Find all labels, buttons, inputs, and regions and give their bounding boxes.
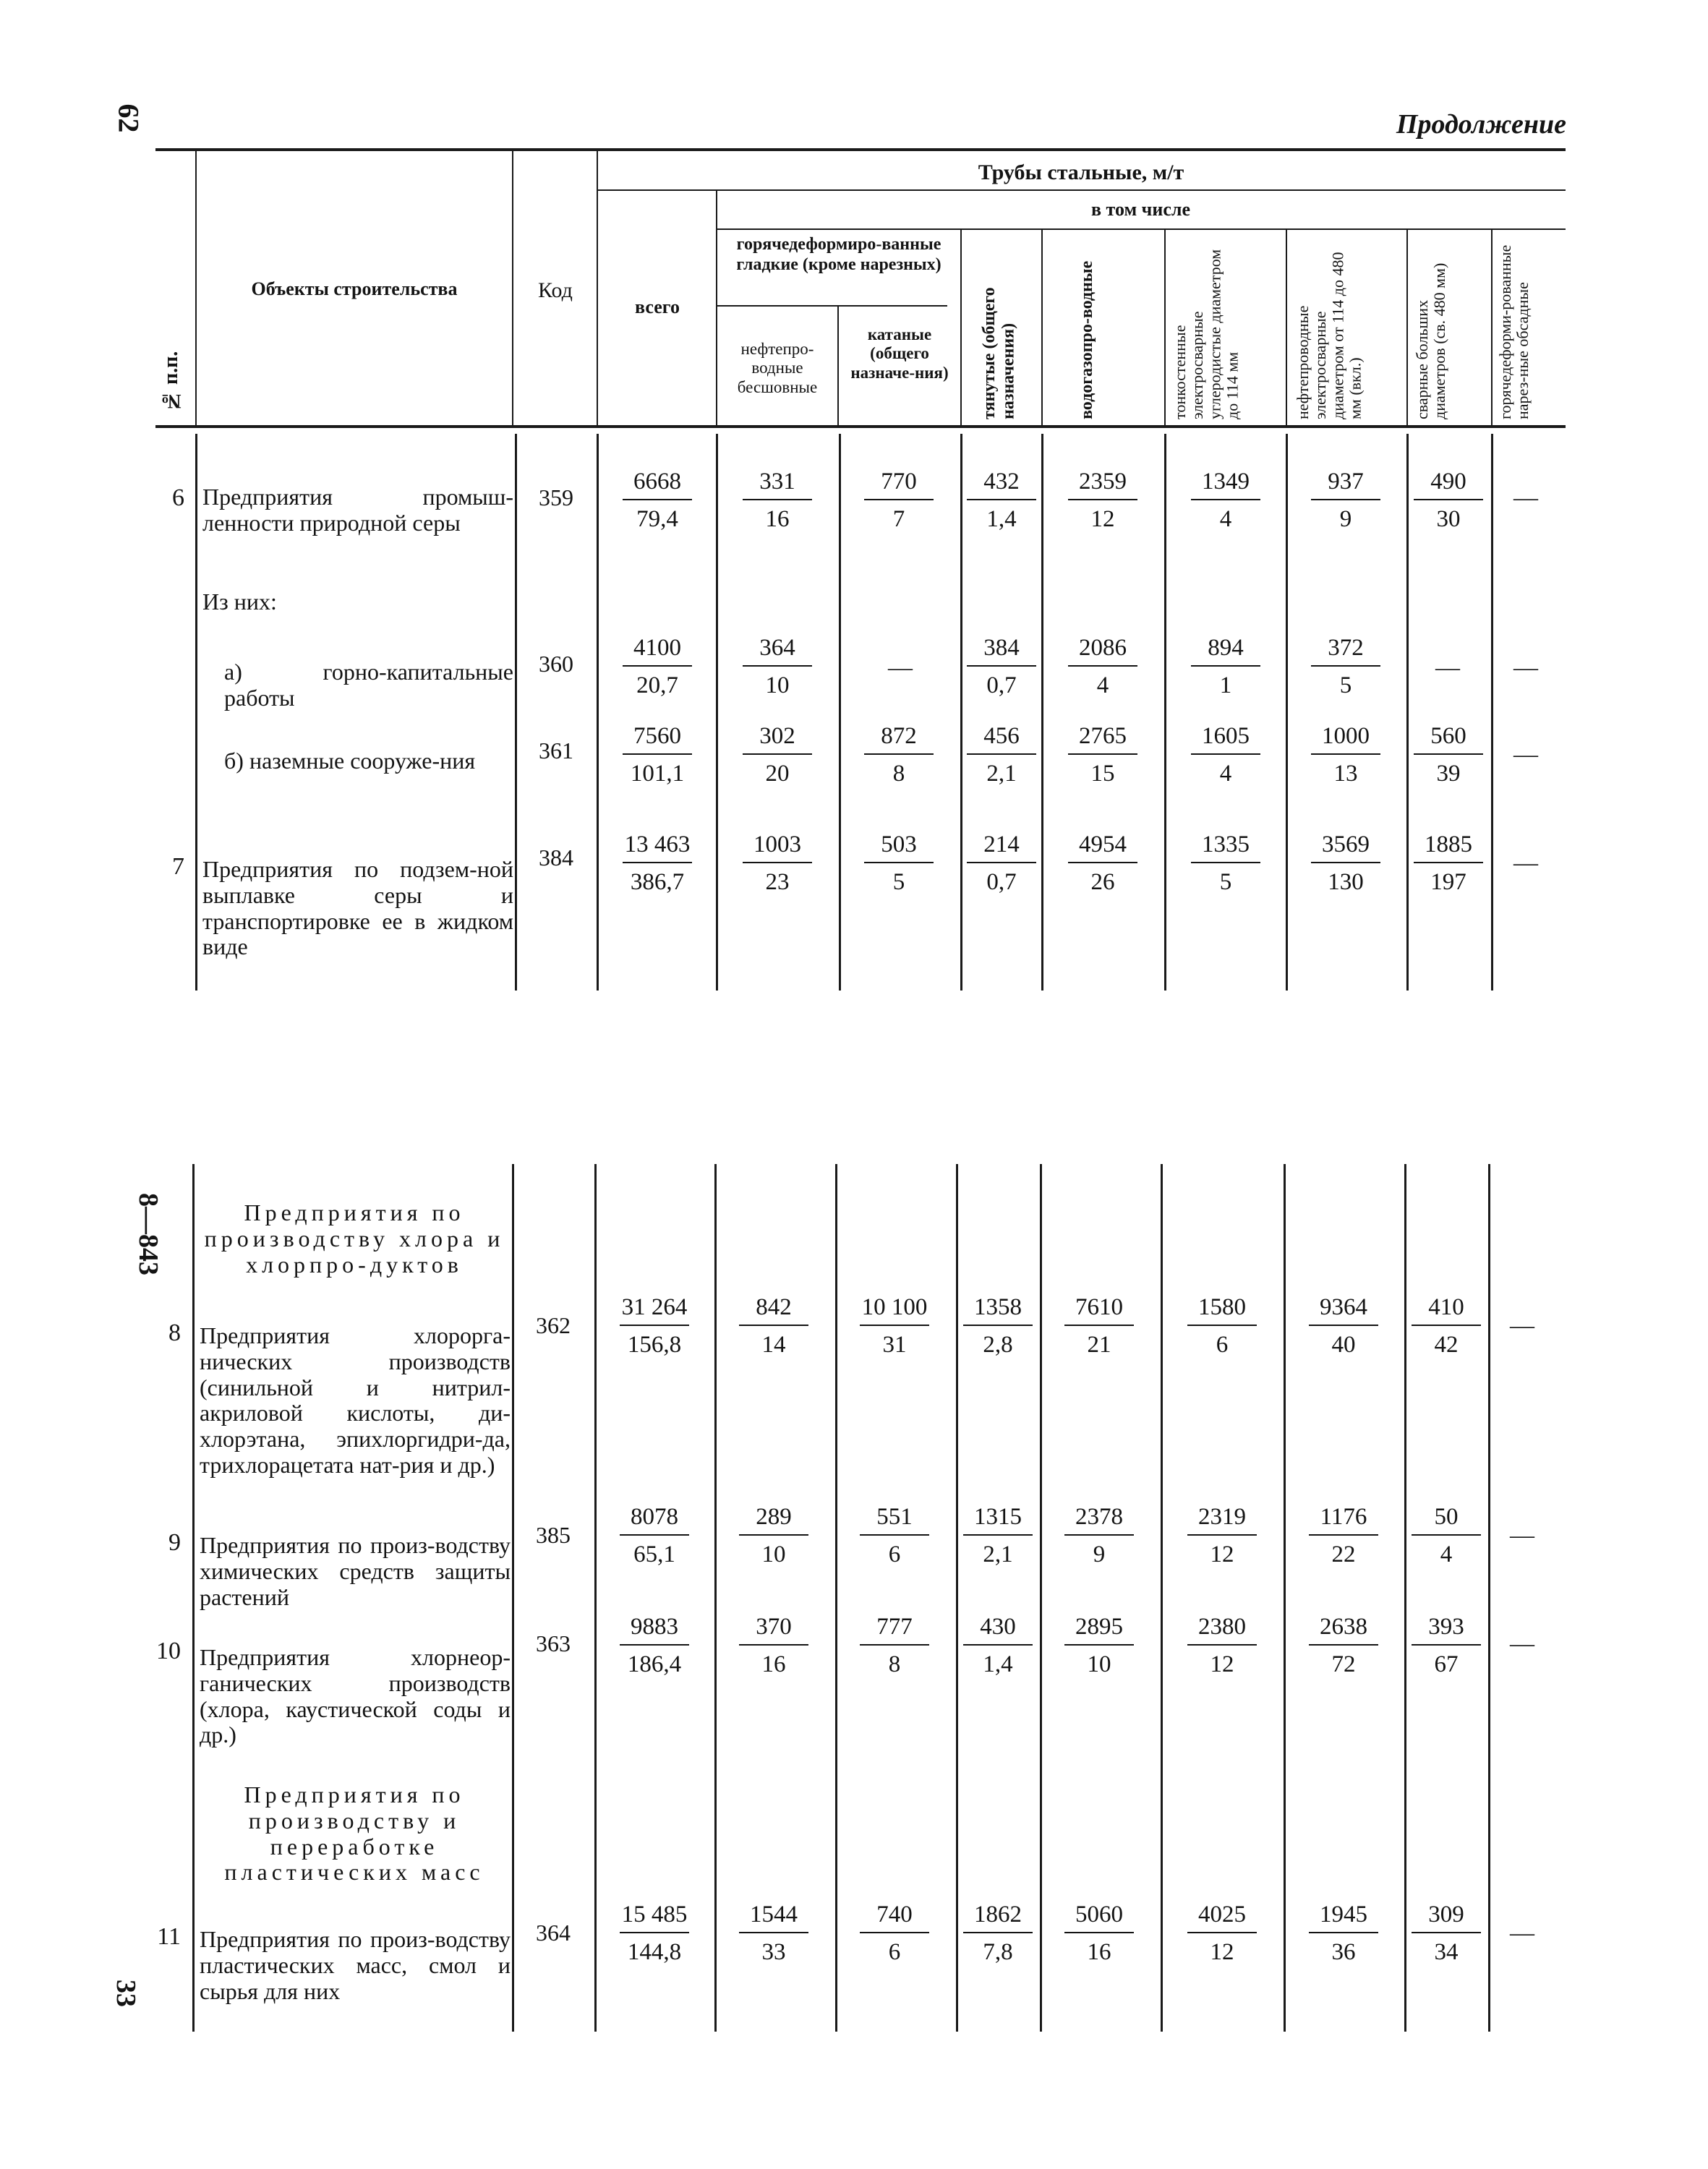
value-oil-welded: 372 5 [1291,635,1400,699]
value-large-welded: 1885 197 [1394,831,1503,896]
value-casing: — [1510,1920,1534,1946]
row-object: Предприятия по произ-водству пластических масс, смол и сырья для них [200,1926,511,2004]
row-number: 7 [172,853,184,880]
value-thin-welded: 2319 12 [1168,1504,1276,1568]
value-total: 4100 20,7 [603,635,712,699]
row-object: Предприятия хлорорга-нических производств (синильной и нитрил-акриловой кислоты, ди-хлорэтана, эпихлоргидри-да, трихлорацетата нат-рия и др.) [200,1322,511,1479]
oil-welded-header: нефтепроводные электросварные диаметром от 114 до 480 мм (вкл.) [1294,252,1365,419]
value-hot-oil: 364 10 [723,635,832,699]
value-large-welded: 393 67 [1392,1614,1500,1678]
value-casing: — [1513,654,1538,681]
value-hot-rolled: 770 7 [845,469,953,533]
value-casing: — [1510,1312,1534,1339]
row-number: 8 [168,1319,181,1346]
value-thin-welded: 1580 6 [1168,1294,1276,1359]
value-hot-oil: 370 16 [720,1614,828,1678]
value-drawn: 1862 7,8 [944,1901,1052,1966]
water-gas-header: водогазопро-водные [1077,260,1096,419]
value-thin-welded: 1605 4 [1171,723,1280,787]
large-welded-header: сварные больших диаметров (св. 480 мм) [1413,262,1449,419]
value-water-gas: 2378 9 [1045,1504,1153,1568]
value-drawn: 214 0,7 [947,831,1056,896]
row-object: Предприятия хлорнеор-ганических производств (хлора, каустической соды и др.) [200,1644,511,1748]
hot-rolled-header: катаные (общего назначе-ния) [850,325,949,382]
value-drawn: 456 2,1 [947,723,1056,787]
row-subheading: Из них: [202,589,277,615]
row-number: 6 [172,484,184,511]
row-code: 359 [539,484,573,510]
value-drawn: 430 1,4 [944,1614,1052,1678]
value-hot-oil: 842 14 [720,1294,828,1359]
value-hot-rolled: 777 8 [840,1614,949,1678]
value-oil-welded: 9364 40 [1289,1294,1398,1359]
value-large-welded: 309 34 [1392,1901,1500,1966]
value-hot-rolled: 10 100 31 [840,1294,949,1359]
col-objects-header: Объекты строительства [251,278,458,299]
row-number: 11 [157,1923,181,1950]
value-total: 13 463 386,7 [603,831,712,896]
value-casing: — [1513,850,1538,876]
col-total-header: всего [635,296,680,317]
row-object: Предприятия по произ-водству химических средств защиты растений [200,1532,511,1610]
value-hot-rolled: 872 8 [845,723,953,787]
hot-oil-header: нефтепро-водные бесшовные [737,340,818,396]
value-water-gas: 7610 21 [1045,1294,1153,1359]
row-object: а) горно-капитальные работы [224,659,513,711]
value-water-gas: 2765 15 [1049,723,1157,787]
value-water-gas: 4954 26 [1049,831,1157,896]
row-code: 361 [539,737,573,763]
row-number: 9 [168,1529,181,1556]
value-total: 31 264 156,8 [600,1294,709,1359]
value-thin-welded: 2380 12 [1168,1614,1276,1678]
hot-group-header: горячедеформиро-ванные гладкие (кроме нарезных) [736,235,941,274]
group-title-header: Трубы стальные, м/т [978,161,1184,184]
page-number-top: 62 [112,103,145,133]
col-code-header: Код [538,278,573,302]
value-oil-welded: 1176 22 [1289,1504,1398,1568]
print-code-side: 8—843 [133,1193,163,1275]
value-hot-oil: 302 20 [723,723,832,787]
row-code: 384 [539,844,573,870]
value-oil-welded: 937 9 [1291,469,1400,533]
row-object: Предприятия промыш-ленности природной серы [202,484,513,536]
value-thin-welded: 894 1 [1171,635,1280,699]
value-casing: — [1510,1630,1534,1657]
value-total: 15 485 144,8 [600,1901,709,1966]
value-hot-rolled: 551 6 [840,1504,949,1568]
value-hot-oil: 1544 33 [720,1901,828,1966]
value-oil-welded: 1945 36 [1289,1901,1398,1966]
value-oil-welded: 1000 13 [1291,723,1400,787]
row-object: Предприятия по подзем-ной выплавке серы и транспортировке ее в жидком виде [202,856,513,960]
value-casing: — [1513,741,1538,768]
value-water-gas: 2086 4 [1049,635,1157,699]
row-code: 362 [536,1312,571,1338]
value-thin-welded: 4025 12 [1168,1901,1276,1966]
value-water-gas: 2895 10 [1045,1614,1153,1678]
value-oil-welded: 2638 72 [1289,1614,1398,1678]
section-heading-plastics: Предприятия по производству и переработке пластических масс [224,1781,484,1886]
value-total: 6668 79,4 [603,469,712,533]
value-water-gas: 5060 16 [1045,1901,1153,1966]
value-hot-rolled: 740 6 [840,1901,949,1966]
page-number-bottom: 33 [111,1980,141,2007]
row-code: 385 [536,1522,571,1548]
value-large-welded: 490 30 [1394,469,1503,533]
value-large-welded: 410 42 [1392,1294,1500,1359]
value-hot-oil: 1003 23 [723,831,832,896]
value-water-gas: 2359 12 [1049,469,1157,533]
value-casing: — [1513,484,1538,511]
value-oil-welded: 3569 130 [1291,831,1400,896]
value-large-welded: — [1435,654,1460,681]
value-hot-oil: 289 10 [720,1504,828,1568]
value-hot-rolled: — [888,654,913,681]
value-large-welded: 560 39 [1394,723,1503,787]
casing-header: горячедеформи-рованные нарез-ные обсадные [1496,244,1532,419]
value-total: 7560 101,1 [603,723,712,787]
col-num-header: № п.п. [160,351,182,412]
value-casing: — [1510,1522,1534,1549]
value-drawn: 384 0,7 [947,635,1056,699]
value-large-welded: 50 4 [1392,1504,1500,1568]
row-code: 363 [536,1630,571,1656]
row-code: 360 [539,651,573,677]
row-code: 364 [536,1920,571,1946]
value-drawn: 432 1,4 [947,469,1056,533]
value-hot-rolled: 503 5 [845,831,953,896]
section-heading-chlorine: Предприятия по производству хлора и хлорпро-дуктов [204,1199,505,1278]
thin-welded-header: тонкостенные электросварные углеродистые диаметром до 114 мм [1171,249,1242,419]
value-thin-welded: 1349 4 [1171,469,1280,533]
continuation-label: Продолжение [1396,109,1566,140]
row-object: б) наземные сооруже-ния [224,748,476,774]
subgroup-header: в том числе [1091,199,1190,220]
value-drawn: 1358 2,8 [944,1294,1052,1359]
value-hot-oil: 331 16 [723,469,832,533]
value-total: 8078 65,1 [600,1504,709,1568]
row-number: 10 [156,1638,181,1664]
value-thin-welded: 1335 5 [1171,831,1280,896]
drawn-header: тянутые (общего назначения) [980,287,1018,419]
value-total: 9883 186,4 [600,1614,709,1678]
value-drawn: 1315 2,1 [944,1504,1052,1568]
